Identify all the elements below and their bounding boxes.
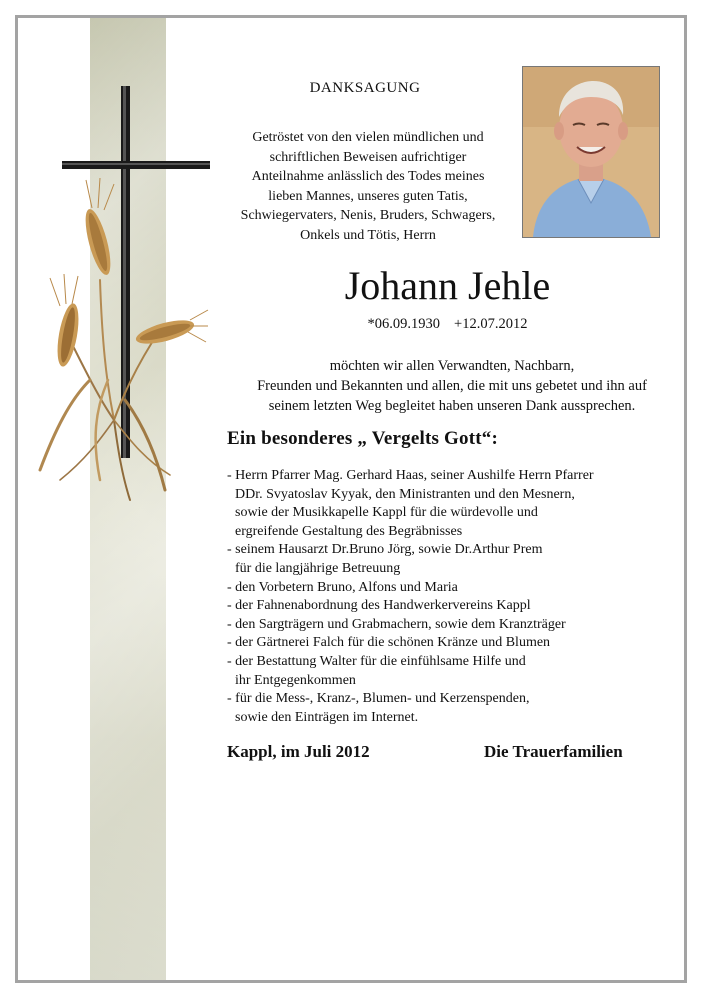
thanks-line: seinem letzten Weg begleitet haben unseren Dank aussprechen. [268, 398, 636, 414]
intro-text [222, 128, 514, 245]
intro-line: schriftlichen Beweisen aufrichtiger [269, 149, 467, 165]
deceased-name: Johann Jehle [344, 263, 551, 308]
wheat-icon [40, 280, 170, 500]
notice-title: DANKSAGUNG [309, 80, 421, 96]
intro-line: Schwiegervaters, Nenis, Bruders, Schwagers, [240, 208, 496, 223]
intro-line: Anteilnahme anlässlich des Todes meines [251, 169, 485, 184]
section-heading: Ein besonderes „ Vergelts Gott“: [227, 428, 498, 449]
intro-line: Onkels und Tötis, Herrn [300, 227, 436, 243]
list-item: - der Fahnenabordnung des Handwerkervereins Kappl [227, 598, 531, 614]
intro-line: Getröstet von den vielen mündlichen und [252, 130, 484, 145]
list-item: - der Gärtnerei Falch für die schönen Kränze und Blumen [227, 635, 551, 651]
list-item-continuation: sowie den Einträgen im Internet. [235, 709, 419, 725]
signature: Die Trauerfamilien [484, 742, 623, 761]
list-item: - den Vorbetern Bruno, Alfons und Maria [227, 579, 458, 595]
portrait-image [523, 67, 659, 237]
list-item-continuation: DDr. Svyatoslav Kyyak, den Ministranten und den Mesnern, [235, 486, 575, 502]
thanks-text [232, 356, 672, 416]
list-item: - den Sargträgern und Grabmachern, sowie dem Kranzträger [227, 616, 566, 632]
place-date: Kappl, im Juli 2012 [227, 742, 370, 761]
death-date: +12.07.2012 [454, 316, 528, 332]
list-item-continuation: ihr Entgegenkommen [235, 672, 356, 688]
list-item: - Herrn Pfarrer Mag. Gerhard Haas, seiner Aushilfe Herrn Pfarrer [227, 468, 594, 483]
life-dates [245, 316, 650, 333]
list-item-continuation: sowie der Musikkapelle Kappl für die würdevolle und [235, 505, 538, 521]
list-item: - für die Mess-, Kranz-, Blumen- und Kerzenspenden, [227, 691, 530, 707]
thanks-line: Freunden und Bekannten und allen, die mit uns gebetet und ihn auf [257, 378, 647, 394]
birth-date: *06.09.1930 [367, 316, 441, 332]
intro-line: lieben Mannes, unseres guten Tatis, [268, 188, 468, 204]
list-item-continuation: für die langjährige Betreuung [235, 560, 401, 576]
cross-wheat-illustration [30, 80, 210, 510]
thanks-list [227, 467, 667, 727]
list-item: - seinem Hausarzt Dr.Bruno Jörg, sowie Dr.Arthur Prem [227, 542, 543, 558]
portrait-photo [522, 66, 660, 238]
cross-icon [62, 86, 210, 458]
list-item-continuation: ergreifende Gestaltung des Begräbnisses [235, 523, 463, 539]
thanks-line: möchten wir allen Verwandten, Nachbarn, [329, 358, 575, 374]
list-item: - der Bestattung Walter für die einfühlsame Hilfe und [227, 653, 526, 669]
